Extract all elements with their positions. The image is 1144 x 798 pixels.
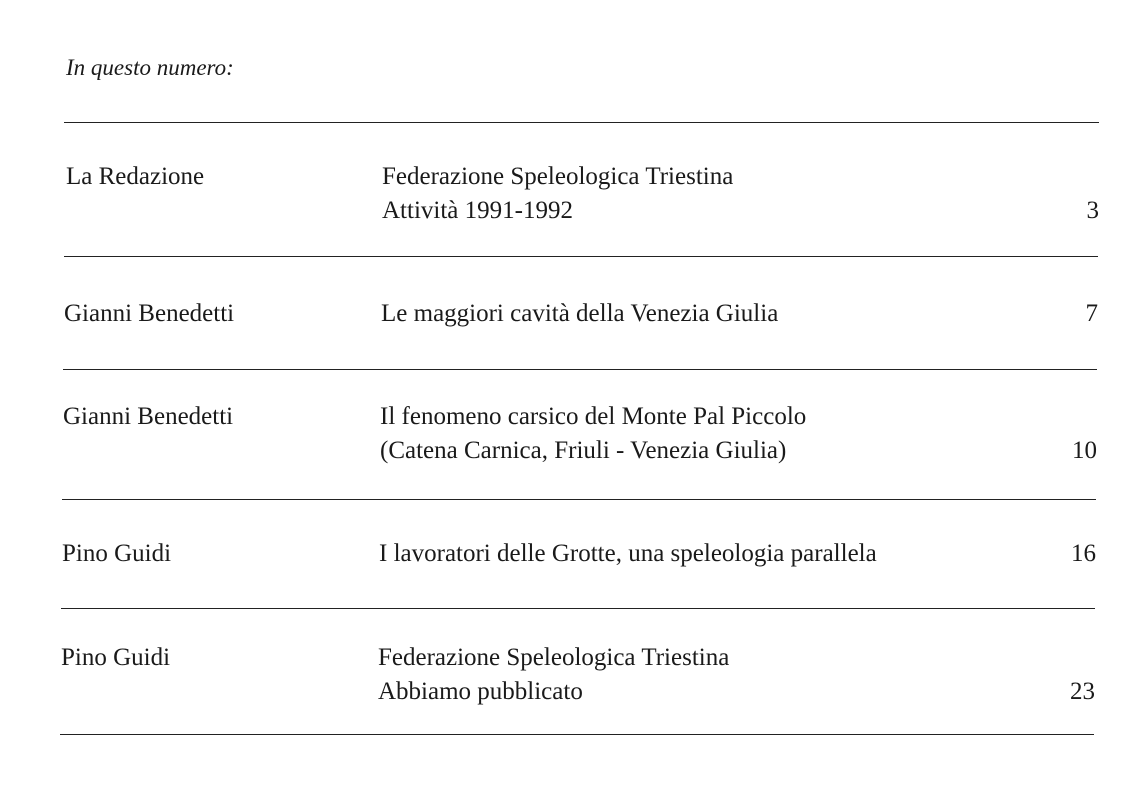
divider [62, 499, 1096, 500]
entry-title [381, 297, 778, 331]
entry-page-number: 23 [1070, 678, 1095, 705]
entry-page-number: 16 [1071, 540, 1096, 567]
entry-author: La Redazione [66, 163, 205, 190]
entry-title-line: Le maggiori cavità della Venezia Giulia [381, 300, 779, 327]
entry-author: Pino Guidi [61, 644, 171, 671]
entry-title-line: (Catena Carnica, Friuli - Venezia Giulia) [380, 437, 787, 464]
entry-title-line: Attività 1991-1992 [382, 197, 573, 224]
entry-page-number: 3 [1086, 197, 1099, 224]
entry-title-line: Il fenomeno carsico del Monte Pal Piccolo [380, 403, 807, 430]
divider [63, 369, 1097, 370]
entry-author: Gianni Benedetti [63, 403, 234, 430]
divider-bottom [60, 734, 1094, 735]
entry-title-line: Federazione Speleologica Triestina [378, 644, 730, 671]
entry-page-number: 10 [1072, 437, 1097, 464]
entry-title-line: Federazione Speleologica Triestina [382, 163, 734, 190]
entry-title [378, 641, 729, 709]
divider [64, 256, 1098, 257]
entry-author: Gianni Benedetti [64, 300, 235, 327]
entry-title [380, 400, 806, 468]
divider-top [64, 122, 1099, 123]
toc-heading: In questo numero: [66, 55, 234, 80]
entry-title-line: I lavoratori delle Grotte, una speleologia parallela [379, 540, 877, 567]
entry-title [379, 537, 877, 571]
divider [61, 608, 1095, 609]
entry-page-number: 7 [1085, 300, 1098, 327]
entry-author: Pino Guidi [62, 540, 172, 567]
entry-title [382, 160, 733, 228]
entry-title-line: Abbiamo pubblicato [378, 678, 583, 705]
